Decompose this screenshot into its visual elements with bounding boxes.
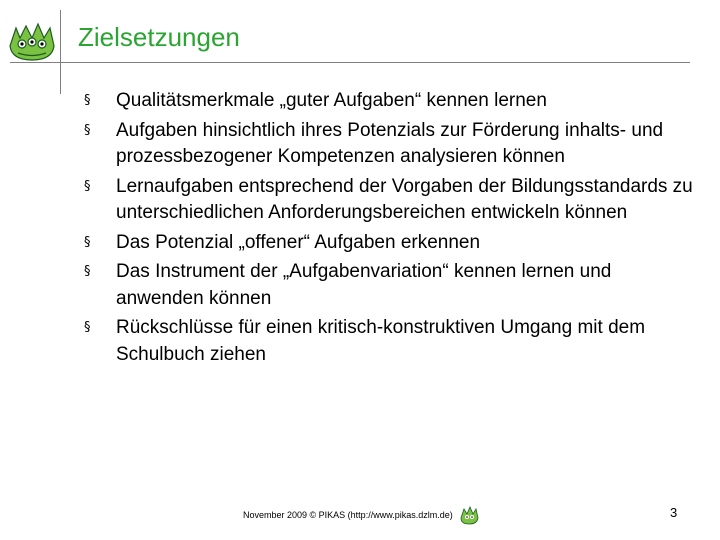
bullet-mark: § [84,178,91,194]
list-item-text: Lernaufgaben entsprechend der Vorgaben der Bildungsstandards zu unterschiedlichen Anforderungsbereichen entwickeln können [116,175,693,223]
list-item [84,118,694,171]
list-item-text: Das Potenzial „offener“ Aufgaben erkennen [116,231,481,253]
slide-title: Zielsetzungen [78,22,240,52]
list-item-text: Das Instrument der „Aufgabenvariation“ kennen lernen und anwenden können [116,261,612,309]
list-item [84,88,694,115]
bullet-mark: § [84,320,91,335]
bullet-list [84,88,694,371]
header-vertical-rule [60,10,61,94]
list-item-text: Aufgaben hinsichtlich ihres Potenzials zur Förderung inhalts- und prozessbezogener Kompetenzen analysieren können [116,119,664,167]
bullet-mark: § [84,234,91,250]
list-item [84,259,694,312]
bullet-mark: § [84,93,91,108]
list-item [84,230,694,257]
list-item [84,174,694,227]
footer-text: November 2009 © PIKAS (http://www.pikas.dzlm.de) [243,510,453,520]
bullet-mark: § [84,122,91,138]
header-horizontal-rule [10,62,690,63]
pikas-logo-icon [6,16,58,64]
list-item-text: Qualitätsmerkmale „guter Aufgaben“ kennen lernen [116,90,547,111]
list-item-text: Rückschlüsse für einen kritisch-konstruktiven Umgang mit dem Schulbuch ziehen [116,317,646,365]
pikas-small-logo-icon [458,504,480,526]
bullet-mark: § [84,264,91,279]
page-number: 3 [670,505,678,520]
list-item [84,315,694,368]
